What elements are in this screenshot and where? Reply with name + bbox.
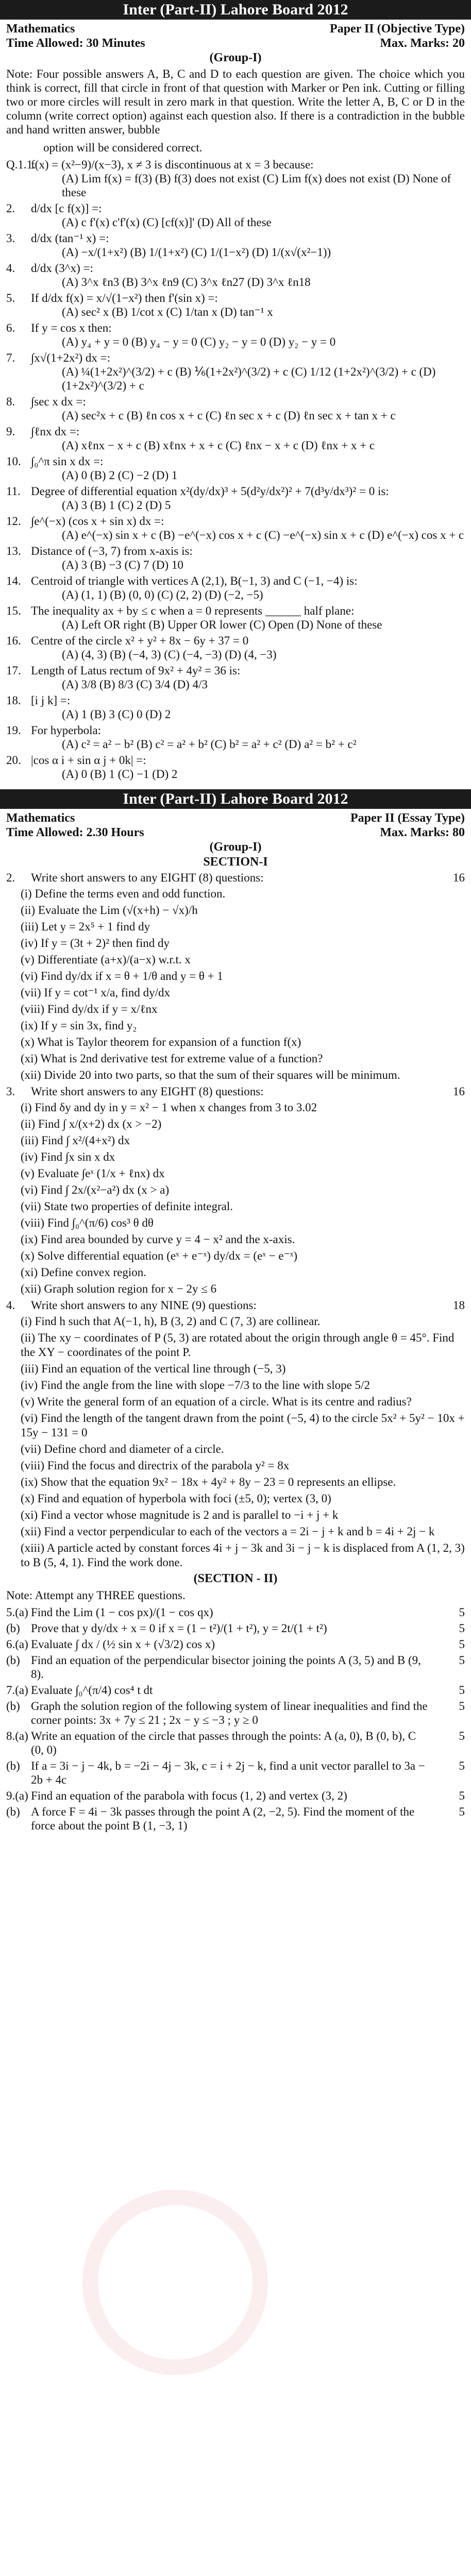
question-text: Write short answers to any EIGHT (8) questions:	[31, 1085, 264, 1098]
question-options: (A) 1 (B) 3 (C) 0 (D) 2	[62, 708, 171, 721]
question-row	[0, 543, 471, 573]
question-row	[0, 453, 471, 483]
question-number: 4.	[6, 1299, 15, 1312]
question-text: Centre of the circle x² + y² + 8x − 6y + 37 = 0	[31, 634, 249, 647]
question-text: Find an equation of the perpendicular bisector joining the points A (3, 5) and B (9, 8).	[31, 1654, 421, 1681]
question-number: 6.(a)	[6, 1638, 28, 1651]
question-row	[0, 633, 471, 663]
long-question	[0, 1636, 471, 1652]
list-item: (x) Solve differential equation (eˣ + e⁻ˣ) dy/dx = (eˣ − e⁻ˣ)	[21, 1249, 298, 1262]
question-options: (A) c² = a² − b² (B) c² = a² + b² (C) b² = a² + c² (D) a² = b² + c²	[62, 738, 357, 751]
watermark-seal	[82, 2190, 268, 2375]
list-item: (v) Write the general form of an equation of a circle. What is its centre and radius?	[21, 1395, 412, 1408]
question-marks: 16	[453, 1085, 465, 1098]
question-number: 5.(a)	[6, 1606, 28, 1619]
question-options: (A) 3/8 (B) 8/3 (C) 3/4 (D) 4/3	[62, 678, 208, 691]
question-text: For hyperbola:	[31, 724, 102, 737]
question-marks: 5	[459, 1759, 465, 1772]
question-number: 3.	[6, 1085, 15, 1098]
list-item: (iv) Find the angle from the line with slope −7/3 to the line with slope 5/2	[21, 1379, 370, 1392]
question-row	[0, 200, 471, 230]
question-number: 9.(a)	[6, 1789, 28, 1802]
question-text: Find an equation of the parabola with focus (1, 2) and vertex (3, 2)	[31, 1789, 347, 1802]
list-item: (xiii) A particle acted by constant forces 4i + j − 3k and 3i − j − k is displaced from A (1, 2, 3) to B (5, 4, 1). Find the work done.	[21, 1541, 465, 1569]
question-options: (A) c f'(x) c'f'(x) (C) [cf(x)]' (D) All of these	[62, 216, 272, 229]
list-item: (iii) Let y = 2x⁵ + 1 find dy	[21, 920, 150, 933]
list-item: (ii) Find ∫ x/(x+2) dx (x > −2)	[21, 1117, 162, 1130]
list-item: (xi) Define convex region.	[21, 1266, 146, 1279]
question-text: Write short answers to any NINE (9) questions:	[31, 1299, 257, 1312]
question-heading	[0, 870, 471, 886]
question-text: d/dx (tan⁻¹ x) =:	[31, 232, 109, 245]
question-number: 2.	[6, 202, 15, 215]
question-options: (A) Left OR right (B) Upper OR lower (C) Open (D) None of these	[62, 618, 382, 631]
list-item: (v) Evaluate ∫eˣ (1/x + ℓnx) dx	[21, 1167, 165, 1180]
question-row	[0, 394, 471, 423]
paper-title: Paper II (Essay Type)	[350, 811, 465, 825]
question-number: 18.	[6, 694, 21, 707]
question-row	[0, 483, 471, 513]
section-note: Note: Attempt any THREE questions.	[6, 1589, 186, 1602]
list-item: (vii) State two properties of definite integral.	[21, 1200, 233, 1213]
question-text: If d/dx f(x) = x/√(1−x²) then f'(sin x) =:	[31, 292, 218, 304]
question-text: f(x) = (x²−9)/(x−3), x ≠ 3 is discontinuous at x = 3 because:	[31, 158, 314, 171]
question-text: If y = cos x then:	[31, 321, 112, 334]
list-item: (iii) Find ∫ x²/(4+x²) dx	[21, 1134, 130, 1147]
question-marks: 5	[459, 1654, 465, 1667]
question-text: ∫x√(1+2x²) dx =:	[31, 351, 110, 364]
question-marks: 18	[453, 1299, 465, 1312]
list-item: (v) Differentiate (a+x)/(a−x) w.r.t. x	[21, 953, 191, 966]
instructions-note: Note: Four possible answers A, B, C and D to each question are given. The choice which you think is correct, fill that circle in front of that question with Marker or Pen ink. Cutting or filling two or more circles will result in zero mark in that question. Write the letter A, B, C or D in the column (write correct option) against each question also. If there is a contradiction in the bubble and hand written answer, bubble	[6, 67, 465, 136]
question-text: [i j k] =:	[31, 694, 71, 707]
question-text: d/dx [c f(x)] =:	[31, 202, 102, 215]
question-marks: 5	[459, 1638, 465, 1651]
question-text: ∫ℓnx dx =:	[31, 425, 80, 438]
question-row	[0, 752, 471, 782]
list-item: (iii) Find an equation of the vertical line through (−5, 3)	[21, 1362, 286, 1375]
question-options: (A) 3^x ℓn3 (B) 3^x ℓn9 (C) 3^x ℓn27 (D) 3^x ℓn18	[62, 276, 311, 289]
long-question	[0, 1728, 471, 1758]
question-marks: 5	[459, 1789, 465, 1802]
list-item: (viii) Find ∫₀^(π/6) cos³ θ dθ	[21, 1216, 154, 1229]
question-text: d/dx (3^x) =:	[31, 262, 93, 275]
question-row	[0, 663, 471, 692]
question-row	[0, 692, 471, 722]
question-options: (A) sec²x + c (B) ℓn cos x + c (C) ℓn sec x + c (D) ℓn sec x + tan x + c	[62, 409, 396, 422]
question-text: ∫sec x dx =:	[31, 395, 86, 408]
question-row	[0, 573, 471, 603]
list-item: (i) Find h such that A(−1, h), B (3, 2) and C (7, 3) are collinear.	[21, 1315, 321, 1328]
question-number: 4.	[6, 262, 15, 275]
long-question	[0, 1620, 471, 1636]
question-number: 17.	[6, 664, 21, 677]
list-item: (vii) Define chord and diameter of a circle.	[21, 1443, 224, 1455]
question-marks: 16	[453, 871, 465, 884]
list-item: (vii) If y = cot⁻¹ x/a, find dy/dx	[21, 986, 171, 999]
question-options: (A) xℓnx − x + c (B) xℓnx + x + c (C) ℓnx − x + c (D) ℓnx + x + c	[62, 439, 375, 452]
list-item: (ii) Evaluate the Lim (√(x+h) − √x)/h	[21, 904, 198, 917]
question-options: (A) e^(−x) sin x + c (B) −e^(−x) cos x + c (C) −e^(−x) sin x + c (D) e^(−x) cos x + c	[62, 529, 464, 541]
list-item: (i) Define the terms even and odd function.	[21, 887, 226, 900]
section-heading: (SECTION - II)	[193, 1572, 278, 1585]
question-number: 15.	[6, 604, 21, 617]
long-question	[0, 1652, 471, 1682]
question-text: Prove that y dy/dx + x = 0 if x = (1 − t²)/(1 + t²), y = 2t/(1 + t²)	[31, 1622, 327, 1635]
long-question	[0, 1682, 471, 1698]
question-row	[0, 157, 471, 200]
list-item: (xii) Find a vector perpendicular to each of the vectors a = 2i − j + k and b = 4i + 2j − k	[21, 1525, 435, 1538]
question-number: (b)	[6, 1622, 20, 1635]
question-number: 2.	[6, 871, 15, 884]
list-item: (vi) Find the length of the tangent drawn from the point (−5, 4) to the circle 5x² + 5y² − 10x + 15y − 131 = 0	[21, 1412, 465, 1439]
list-item: (xii) Graph solution region for x − 2y ≤ 6	[21, 1282, 217, 1295]
question-marks: 5	[459, 1700, 465, 1713]
question-marks: 5	[459, 1684, 465, 1697]
question-text: Distance of (−3, 7) from x-axis is:	[31, 545, 193, 557]
list-item: (xi) Find a vector whose magnitude is 2 and is parallel to −i + j + k	[21, 1509, 339, 1521]
long-question	[0, 1758, 471, 1788]
question-text: |cos α i + sin α j + 0k| =:	[31, 754, 146, 767]
subject: Mathematics	[6, 22, 75, 36]
question-number: 16.	[6, 634, 21, 647]
question-text: A force F = 4i − 3k passes through the point A (2, −2, 5). Find the moment of the force about the point B (1, −3, 1)	[31, 1805, 415, 1832]
question-marks: 5	[459, 1805, 465, 1818]
list-item: (ix) If y = sin 3x, find y₂	[21, 1019, 137, 1032]
list-item: (ix) Show that the equation 9x² − 18x + 4y² + 8y − 23 = 0 represents an ellipse.	[21, 1476, 396, 1488]
list-item: (viii) Find the focus and directrix of the parabola y² = 8x	[21, 1459, 290, 1472]
essay-paper	[0, 789, 471, 1834]
question-text: Write short answers to any EIGHT (8) questions:	[31, 871, 264, 884]
question-row	[0, 290, 471, 320]
question-number: 8.(a)	[6, 1730, 28, 1742]
long-question	[0, 1604, 471, 1620]
group: (Group-I)	[209, 840, 262, 854]
question-options: (A) 3 (B) 1 (C) 2 (D) 5	[62, 499, 171, 512]
question-number: 14.	[6, 574, 21, 587]
question-text: ∫e^(−x) (cos x + sin x) dx =:	[31, 515, 164, 528]
question-text: Graph the solution region of the following system of linear inequalities and find the corner points: 3x + 7y ≤ 21 ; 2x − y ≤ −3 ; y ≥ 0	[31, 1700, 428, 1726]
question-number: 7.	[6, 351, 15, 364]
question-text: ∫₀^π sin x dx =:	[31, 455, 104, 468]
question-text: Evaluate ∫₀^(π/4) cos⁴ t dt	[31, 1684, 153, 1697]
list-item: (iv) Find ∫x sin x dx	[21, 1150, 115, 1163]
question-number: 19.	[6, 724, 21, 737]
question-row	[0, 260, 471, 290]
question-number: 11.	[6, 485, 21, 498]
question-number: 3.	[6, 232, 15, 245]
mcq-list	[0, 157, 471, 782]
question-options: (A) 0 (B) 1 (C) −1 (D) 2	[62, 768, 178, 781]
question-text: Write an equation of the circle that passes through the points: A (a, 0), B (0, b), C (0, 0)	[31, 1730, 416, 1756]
question-row	[0, 320, 471, 350]
list-item: (ii) The xy − coordinates of P (5, 3) are rotated about the origin through angle θ = 45°. Find the XY − coordinates of the point P.	[21, 1331, 455, 1359]
question-options: (A) ¼(1+2x²)^(3/2) + c (B) ⅙(1+2x²)^(3/2) + c (C) 1/12 (1+2x²)^(3/2) + c (D) (1+2x²)^(3/2) + c	[62, 365, 436, 392]
question-row	[0, 722, 471, 752]
question-options: (A) 3 (B) −3 (C) 7 (D) 10	[62, 558, 183, 571]
max-marks: Max. Marks: 80	[380, 826, 465, 839]
objective-paper	[0, 0, 471, 782]
question-row	[0, 423, 471, 453]
question-number: 12.	[6, 515, 21, 528]
question-text: Centroid of triangle with vertices A (2,1), B(−1, 3) and C (−1, −4) is:	[31, 574, 358, 587]
list-item: (x) What is Taylor theorem for expansion of a function f(x)	[21, 1036, 301, 1048]
question-number: 5.	[6, 292, 15, 304]
question-row	[0, 230, 471, 260]
list-item: (viii) Find dy/dx if y = x/ℓnx	[21, 1003, 158, 1015]
question-options: (A) (1, 1) (B) (0, 0) (C) (2, 2) (D) (−2, −5)	[62, 588, 263, 601]
question-heading	[0, 1297, 471, 1313]
list-item: (vi) Find ∫ 2x/(x²−a²) dx (x > a)	[21, 1183, 170, 1196]
instructions-note-end: option will be considered correct.	[43, 141, 203, 154]
question-number: 9.	[6, 425, 15, 438]
question-text: The inequality ax + by ≤ c when a = 0 represents ______ half plane:	[31, 604, 355, 617]
list-item: (vi) Find dy/dx if x = θ + 1/θ and y = θ + 1	[21, 970, 223, 982]
question-text: If a = 3i − j − 4k, b = −2i − 4j − 3k, c = i + 2j − k, find a unit vector parallel to 3a − 2b + 4c	[31, 1759, 425, 1786]
question-options: (A) (4, 3) (B) (−4, 3) (C) (−4, −3) (D) (4, −3)	[62, 648, 277, 661]
question-number: 6.	[6, 321, 15, 334]
list-item: (iv) If y = (3t + 2)² then find dy	[21, 937, 170, 950]
question-number: Q.1.1.	[6, 158, 36, 171]
question-options: (A) Lim f(x) = f(3) (B) f(3) does not exist (C) Lim f(x) does not exist (D) None of these	[62, 172, 451, 199]
question-number: (b)	[6, 1805, 20, 1818]
question-text: Evaluate ∫ dx / (½ sin x + (√3/2) cos x)	[31, 1638, 215, 1651]
question-number: 13.	[6, 545, 21, 557]
question-row	[0, 513, 471, 543]
paper-title: Paper II (Objective Type)	[330, 22, 465, 36]
list-item: (ix) Find area bounded by curve y = 4 − x² and the x-axis.	[21, 1233, 295, 1246]
question-row	[0, 603, 471, 633]
list-item: (x) Find and equation of hyperbola with foci (±5, 0); vertex (3, 0)	[21, 1492, 331, 1505]
section-heading: SECTION-I	[203, 855, 268, 869]
list-item: (xi) What is 2nd derivative test for extreme value of a function?	[21, 1052, 323, 1065]
question-number: 20.	[6, 754, 21, 767]
question-number: 10.	[6, 455, 21, 468]
question-number: (b)	[6, 1759, 20, 1772]
question-options: (A) y₄ + y = 0 (B) y₄ − y = 0 (C) y₂ − y = 0 (D) y₂ − y = 0	[62, 335, 336, 348]
time-allowed: Time Allowed: 30 Minutes	[6, 37, 145, 50]
max-marks: Max. Marks: 20	[380, 37, 465, 50]
time-allowed: Time Allowed: 2.30 Hours	[6, 826, 144, 839]
question-number: 8.	[6, 395, 15, 408]
question-text: Find the Lim (1 − cos px)/(1 − cos qx)	[31, 1606, 213, 1619]
group: (Group-I)	[209, 51, 262, 64]
question-options: (A) −x/(1+x²) (B) 1/(1+x²) (C) 1/(1−x²) (D) 1/(x√(x²−1))	[62, 246, 331, 259]
list-item: (xii) Divide 20 into two parts, so that the sum of their squares will be minimum.	[21, 1069, 400, 1081]
question-text: Length of Latus rectum of 9x² + 4y² = 36 is:	[31, 664, 241, 677]
long-question	[0, 1804, 471, 1834]
long-question	[0, 1698, 471, 1728]
banner: Inter (Part-II) Lahore Board 2012	[0, 789, 471, 809]
question-options: (A) 0 (B) 2 (C) −2 (D) 1	[62, 469, 178, 482]
question-number: 7.(a)	[6, 1684, 28, 1697]
banner: Inter (Part-II) Lahore Board 2012	[0, 0, 471, 20]
question-heading	[0, 1083, 471, 1099]
question-number: (b)	[6, 1700, 20, 1713]
question-text: Degree of differential equation x²(dy/dx)³ + 5(d²y/dx²)² + 7(d³y/dx³)² = 0 is:	[31, 485, 389, 498]
question-row	[0, 350, 471, 394]
list-item: (i) Find δy and dy in y = x² − 1 when x changes from 3 to 3.02	[21, 1101, 317, 1114]
question-marks: 5	[459, 1730, 465, 1742]
long-question	[0, 1788, 471, 1804]
question-number: (b)	[6, 1654, 20, 1667]
subject: Mathematics	[6, 811, 75, 825]
question-options: (A) sec² x (B) 1/cot x (C) 1/tan x (D) tan⁻¹ x	[62, 306, 273, 318]
question-marks: 5	[459, 1622, 465, 1635]
question-marks: 5	[459, 1606, 465, 1619]
